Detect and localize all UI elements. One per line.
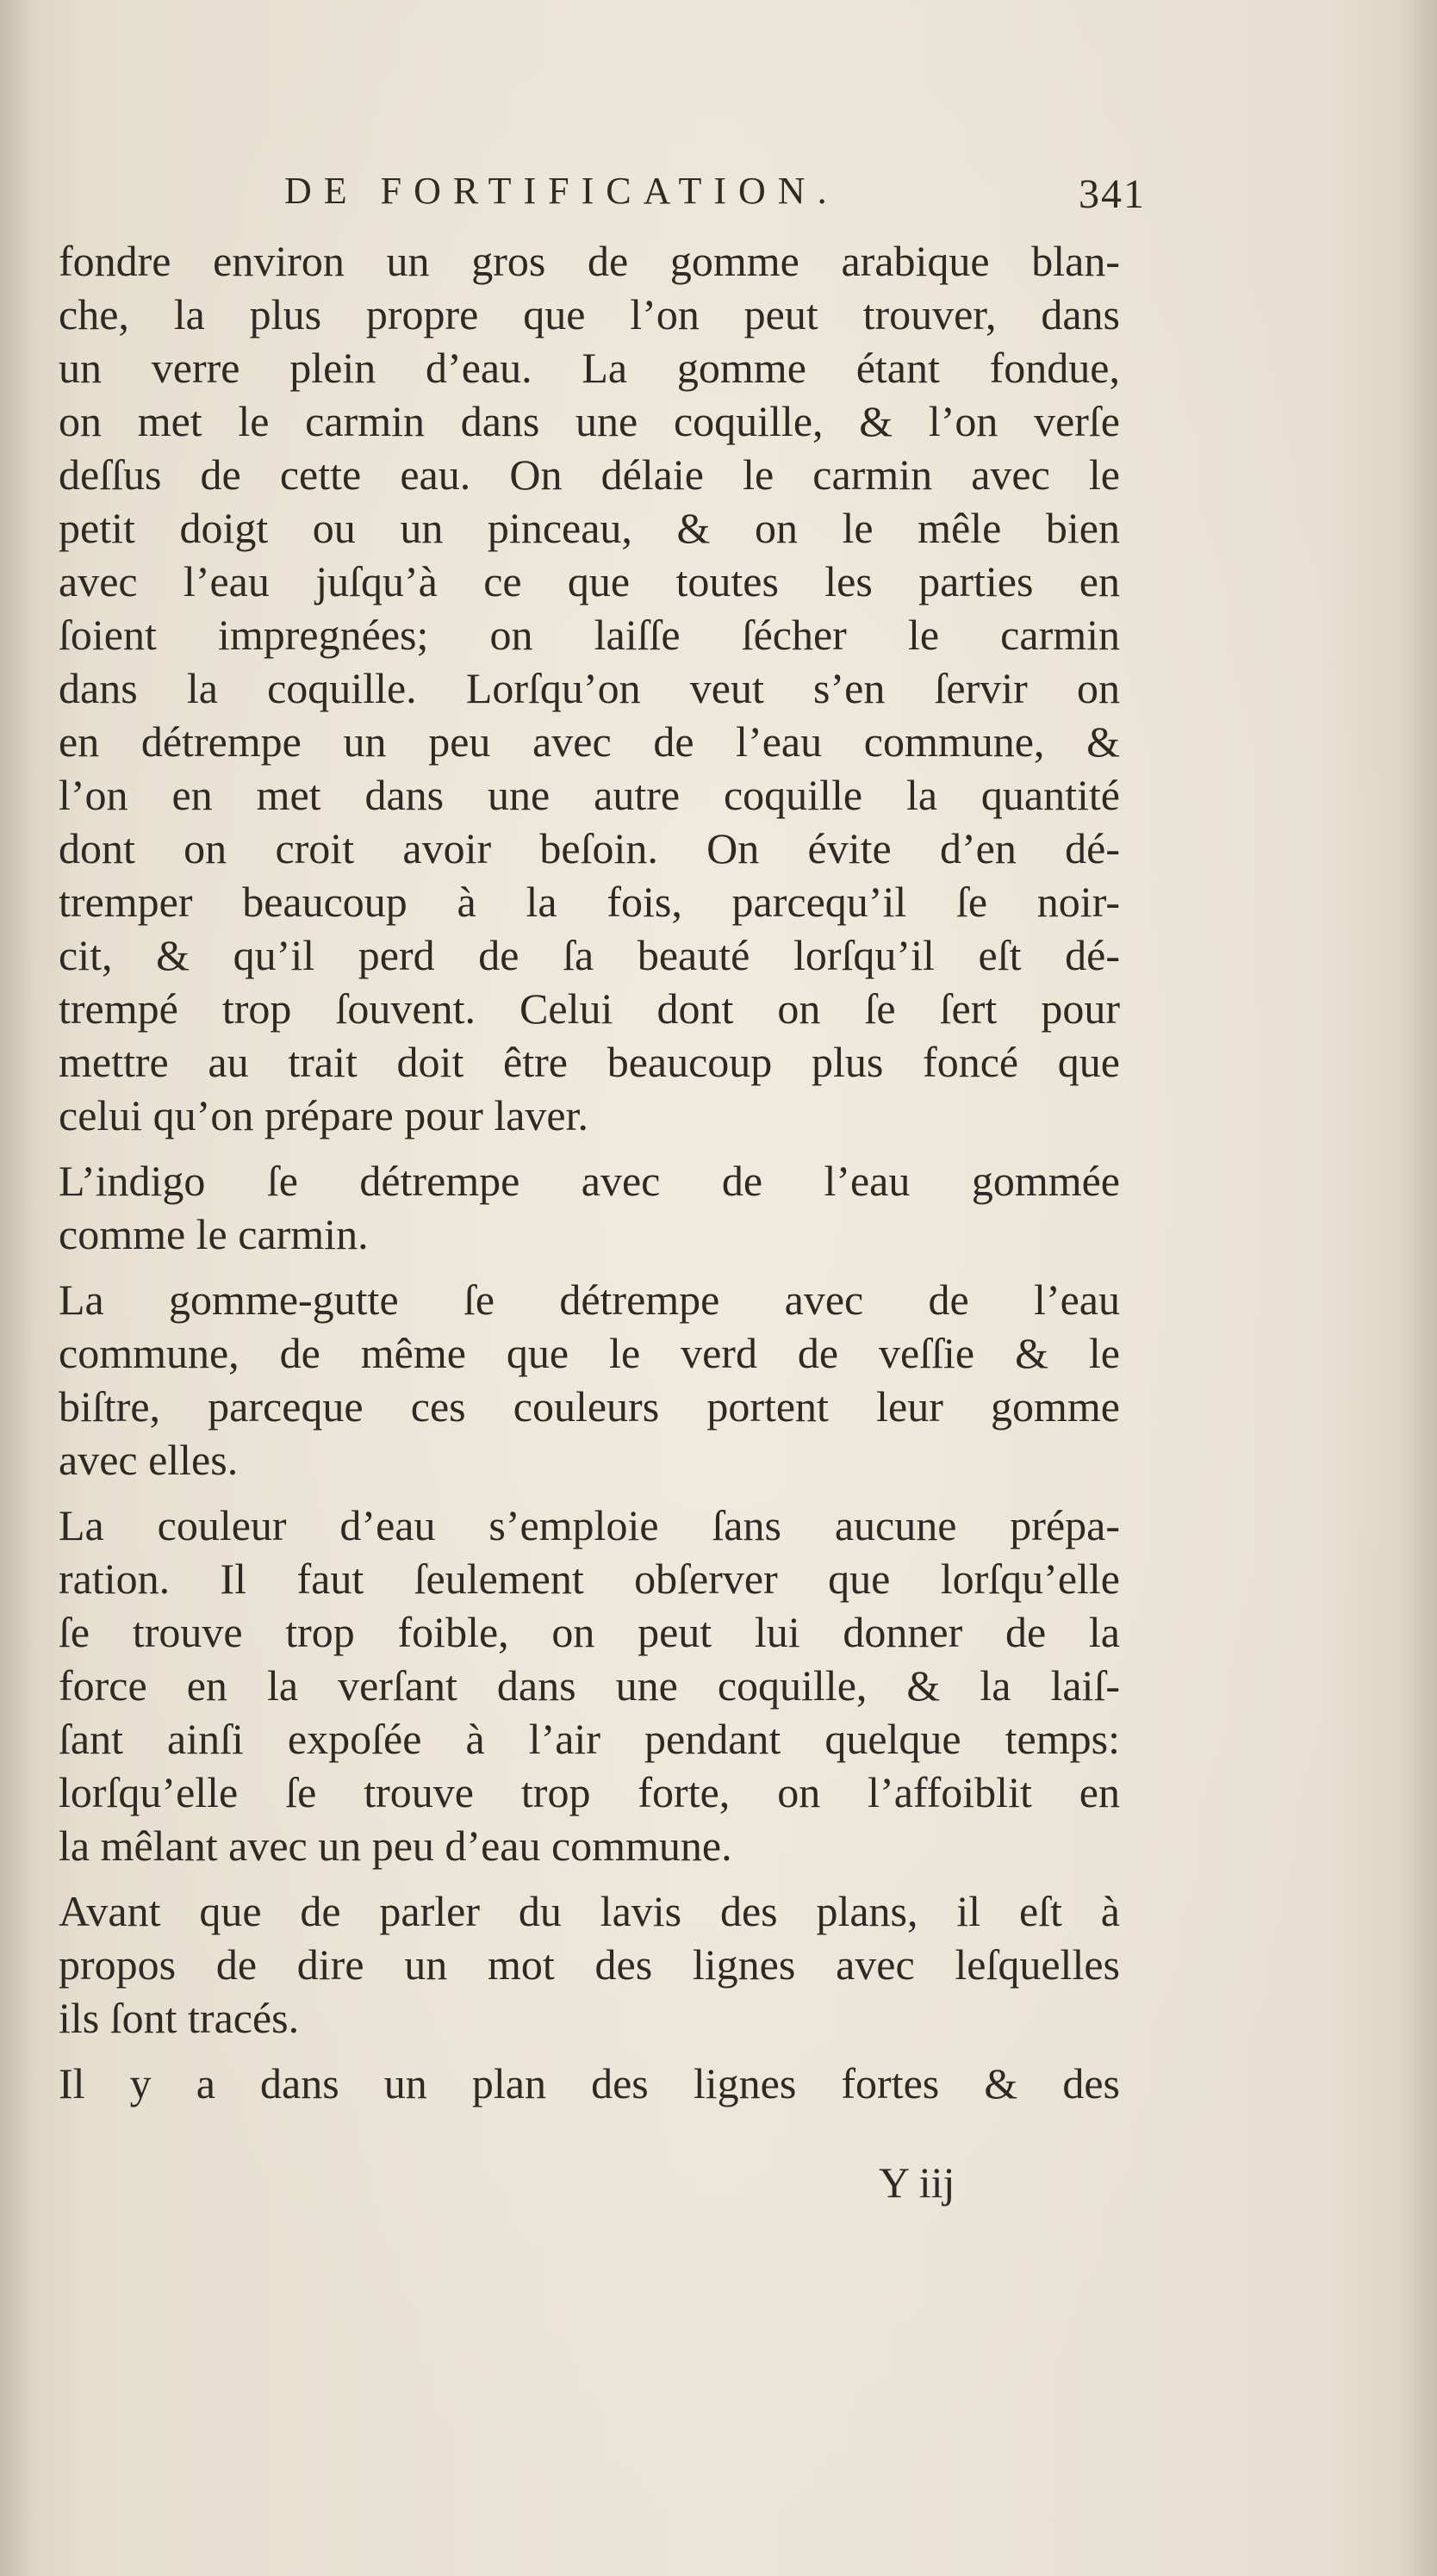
text-line: dont on croit avoir beſoin. On évite d’en dé- <box>59 824 1120 872</box>
text-line: biſtre, parceque ces couleurs portent leur gomme <box>59 1382 1120 1431</box>
text-line: l’on en met dans une autre coquille la quantité <box>59 771 1120 819</box>
text-line: mettre au trait doit être beaucoup plus foncé que <box>59 1038 1120 1086</box>
paragraph-first-line: L’indigo ſe détrempe avec de l’eau gommée <box>59 1157 1120 1205</box>
text-line: avec l’eau juſqu’à ce que toutes les parties en <box>59 557 1120 605</box>
paragraph-first-line: Il y a dans un plan des lignes fortes & des <box>59 2059 1120 2107</box>
page-number: 341 <box>1079 171 1146 217</box>
text-line: ils ſont tracés. <box>59 1994 300 2042</box>
paragraph-first-line: La gomme-gutte ſe détrempe avec de l’eau <box>59 1276 1120 1324</box>
text-line: un verre plein d’eau. La gomme étant fondue, <box>59 344 1120 392</box>
text-line: force en la verſant dans une coquille, & la laiſ- <box>59 1661 1120 1710</box>
text-line: avec elles. <box>59 1436 239 1484</box>
text-line: celui qu’on prépare pour laver. <box>59 1091 589 1139</box>
text-line: trempé trop ſouvent. Celui dont on ſe ſert pour <box>59 984 1120 1033</box>
text-line: la mêlant avec un peu d’eau commune. <box>59 1822 732 1870</box>
text-line: fondre environ un gros de gomme arabique blan- <box>59 237 1120 285</box>
signature-mark: Y iij <box>879 2158 955 2207</box>
text-line: deſſus de cette eau. On délaie le carmin avec le <box>59 450 1120 499</box>
text-line: tremper beaucoup à la fois, parcequ’il ſe noir- <box>59 878 1120 926</box>
text-line: dans la coquille. Lorſqu’on veut s’en ſervir on <box>59 664 1120 712</box>
text-line: ſant ainſi expoſée à l’air pendant quelque temps: <box>59 1715 1120 1763</box>
text-line: cit, & qu’il perd de ſa beauté lorſqu’il eſt dé- <box>59 931 1120 979</box>
text-line: en détrempe un peu avec de l’eau commune, & <box>59 717 1120 766</box>
text-line: che, la plus propre que l’on peut trouver, dans <box>59 290 1120 338</box>
page-edge-shadow-right <box>1403 0 1437 2576</box>
page-edge-shadow-left <box>0 0 34 2576</box>
text-line: on met le carmin dans une coquille, & l’on verſe <box>59 397 1120 445</box>
text-line: propos de dire un mot des lignes avec leſquelles <box>59 1940 1120 1989</box>
text-line: ſe trouve trop foible, on peut lui donner de la <box>59 1608 1120 1656</box>
paragraph-first-line: La couleur d’eau s’emploie ſans aucune prépa- <box>59 1501 1120 1549</box>
text-line: ration. Il faut ſeulement obſerver que lorſqu’elle <box>59 1555 1120 1603</box>
page-footer <box>879 2157 1051 2218</box>
text-line: ſoient impregnées; on laiſſe ſécher le carmin <box>59 611 1120 659</box>
paragraph-first-line: Avant que de parler du lavis des plans, il eſt à <box>59 1887 1120 1935</box>
running-head: DE FORTIFICATION. <box>284 170 839 212</box>
text-line: commune, de même que le verd de veſſie & le <box>59 1329 1120 1377</box>
body-text <box>59 234 1120 2110</box>
text-line: petit doigt ou un pinceau, & on le mêle bien <box>59 504 1120 552</box>
page-header <box>284 169 1146 229</box>
text-line: lorſqu’elle ſe trouve trop forte, on l’affoiblit en <box>59 1768 1120 1816</box>
text-line: comme le carmin. <box>59 1210 369 1258</box>
